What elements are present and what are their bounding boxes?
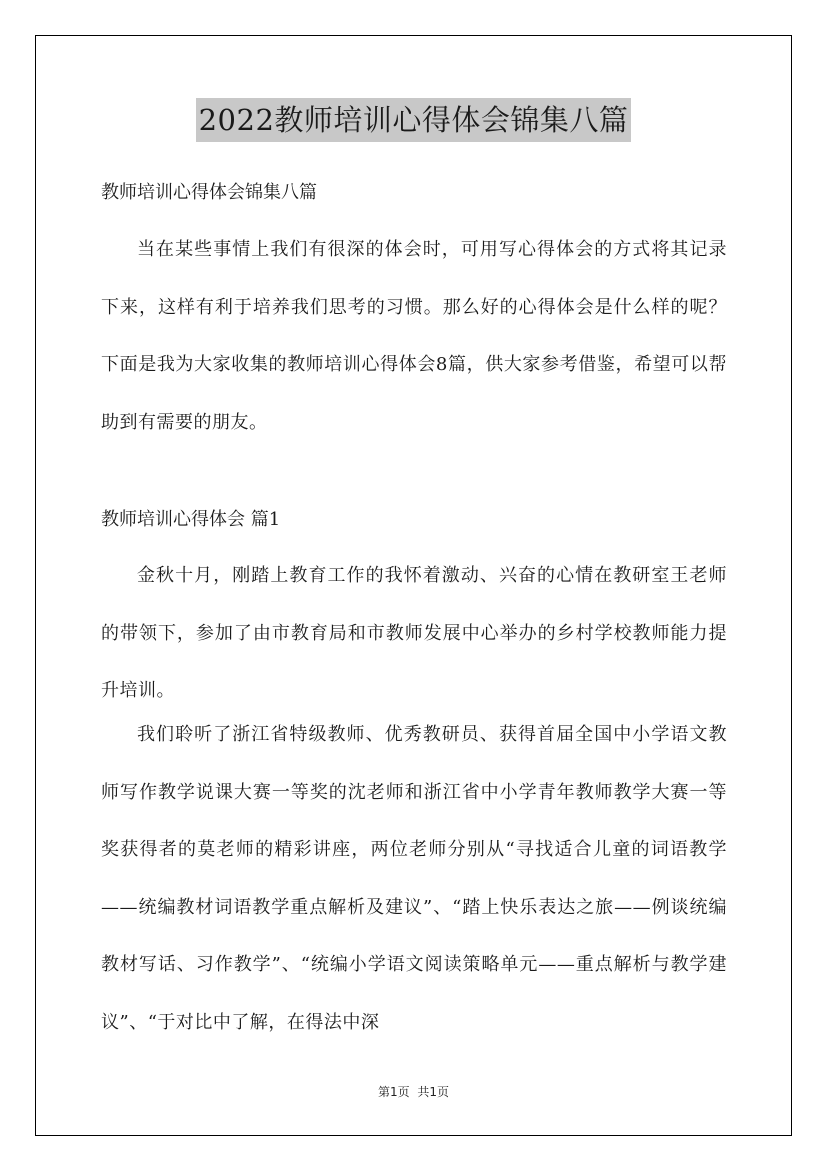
title-container xyxy=(0,98,827,142)
document-title: 2022教师培训心得体会锦集八篇 xyxy=(196,98,632,142)
page-number: 第1页 xyxy=(377,1085,410,1099)
intro-paragraph: 当在某些事情上我们有很深的体会时，可用写心得体会的方式将其记录下来，这样有利于培养我们思考的习惯。那么好的心得体会是什么样的呢？下面是我为大家收集的教师培训心得体会8篇，供大家参考借鉴，希望可以帮助到有需要的朋友。 xyxy=(101,239,727,433)
page-footer xyxy=(0,1083,827,1100)
section-paragraph-2: 我们聆听了浙江省特级教师、优秀教研员、获得首届全国中小学语文教师写作教学说课大赛一等奖的沈老师和浙江省中小学青年教师教学大赛一等奖获得者的莫老师的精彩讲座，两位老师分别从“寻找适合儿童的词语教学——统编教材词语教学重点解析及建议”、“踏上快乐表达之旅——例谈统编教材写话、习作教学”、“统编小学语文阅读策略单元——重点解析与教学建议”、“于对比中了解，在得法中深 xyxy=(101,724,727,1033)
document-subtitle: 教师培训心得体会锦集八篇 xyxy=(101,182,317,203)
total-pages: 共1页 xyxy=(417,1085,450,1099)
section-paragraph-1: 金秋十月，刚踏上教育工作的我怀着激动、兴奋的心情在教研室王老师的带领下，参加了由市教育局和市教师发展中心举办的乡村学校教师能力提升培训。 xyxy=(101,565,727,701)
section-heading: 教师培训心得体会 篇1 xyxy=(101,509,281,530)
